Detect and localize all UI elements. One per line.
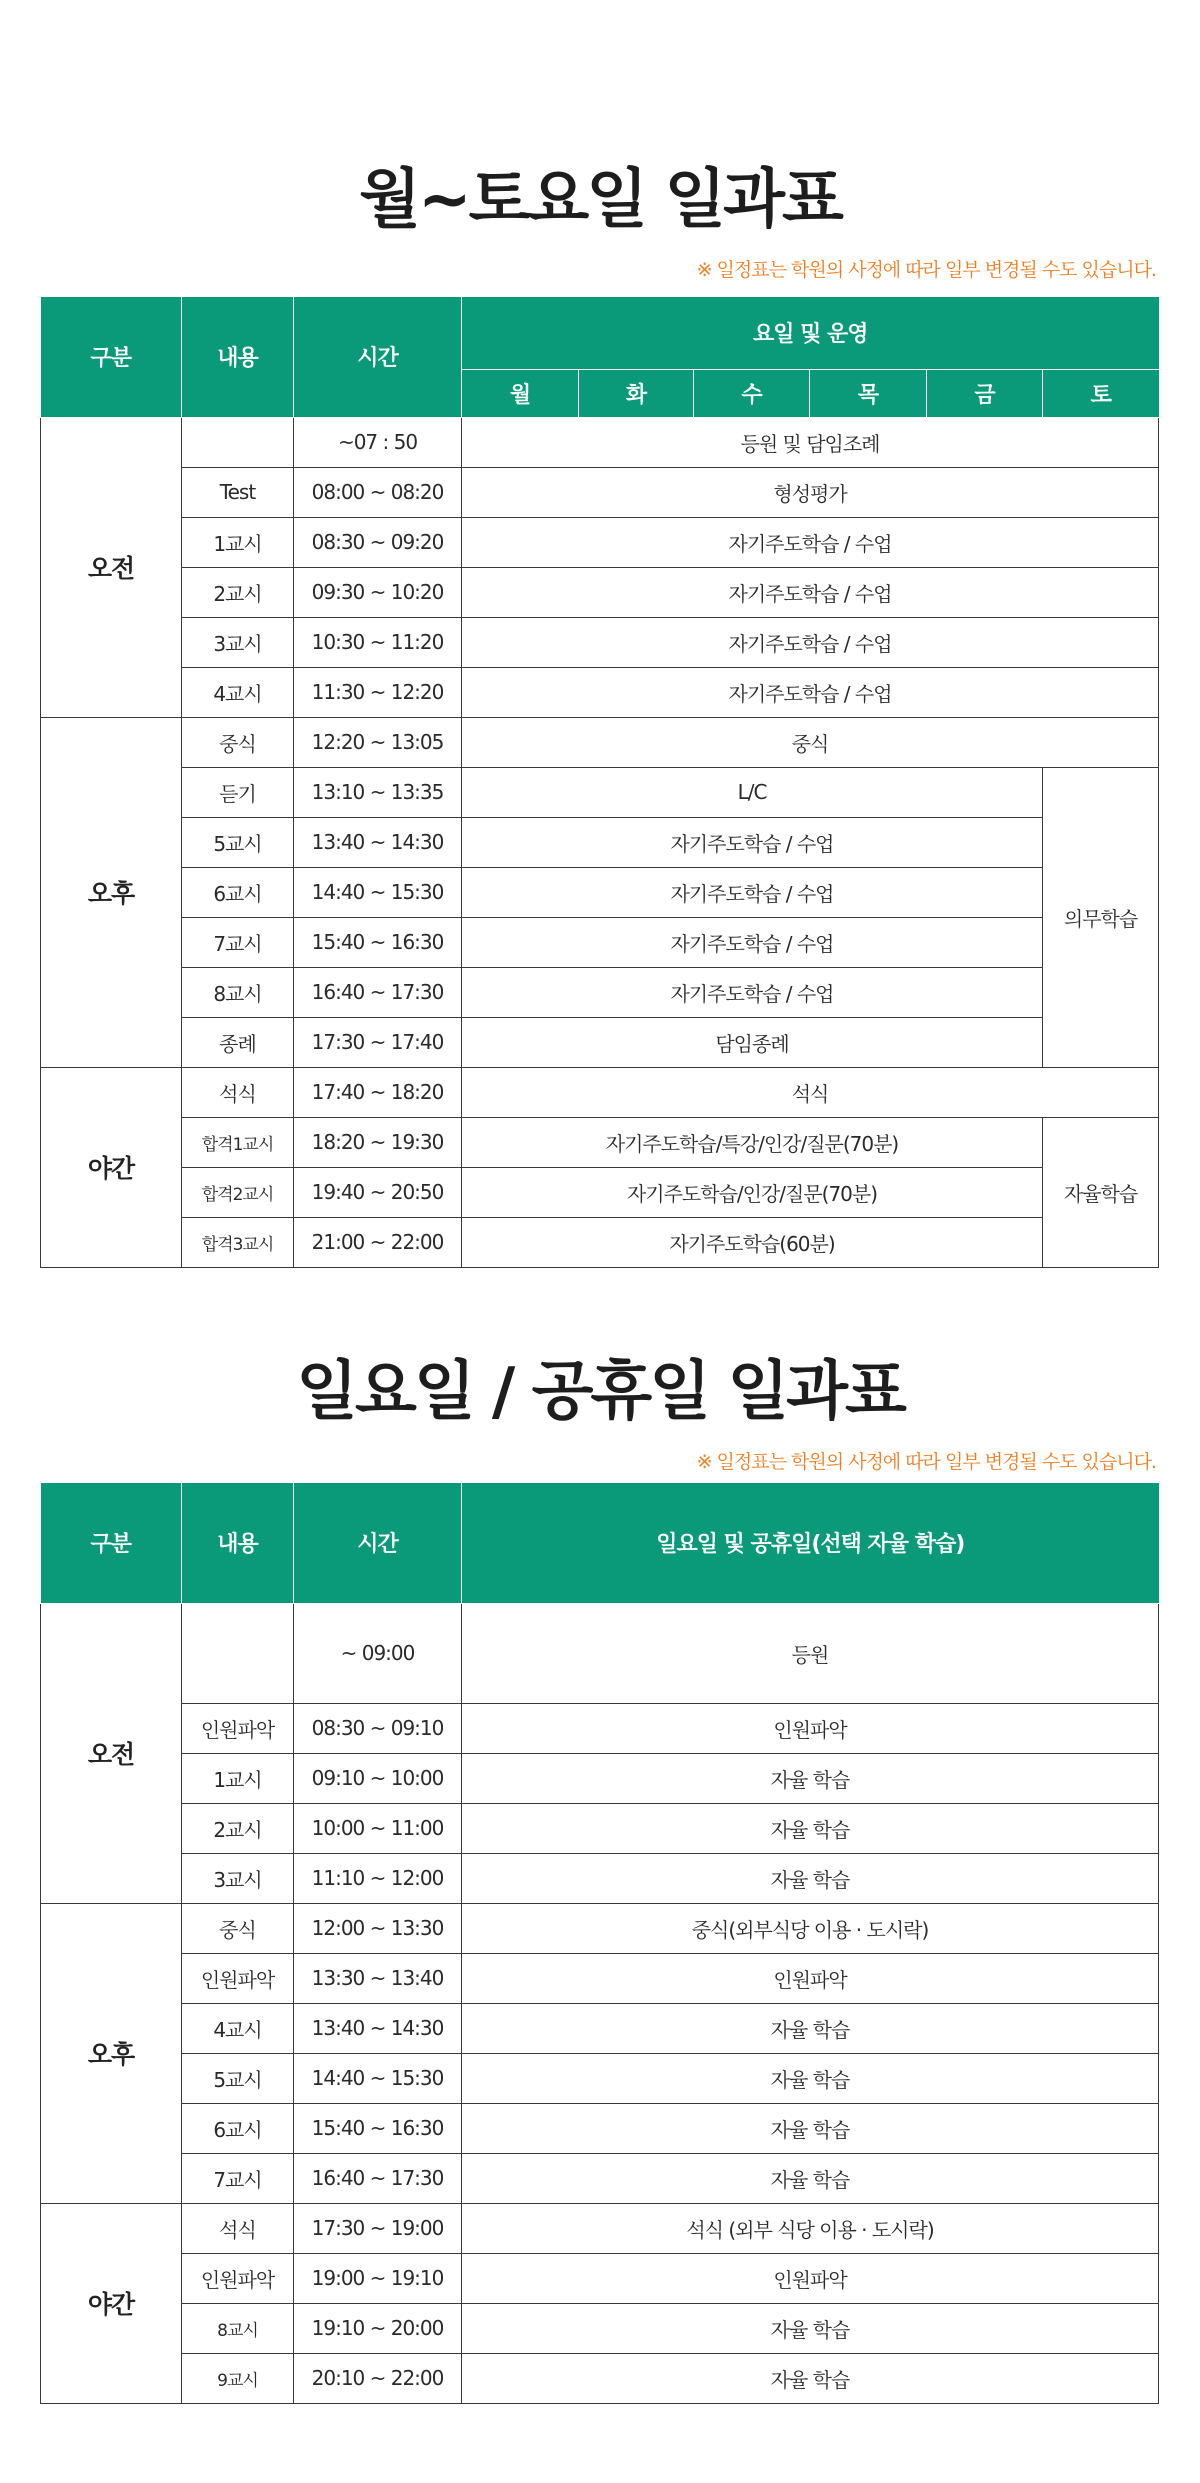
table-row	[41, 817, 1159, 867]
row-time: 15:40 ~ 16:30	[294, 2103, 462, 2153]
group-morning: 오전	[41, 1603, 182, 1903]
header-time: 시간	[294, 297, 462, 417]
header-days-group: 요일 및 운영	[462, 297, 1159, 369]
table-row	[41, 517, 1159, 567]
row-time: 08:00 ~ 08:20	[294, 467, 462, 517]
row-activity: 자기주도학습 / 수업	[462, 867, 1043, 917]
table-row	[41, 867, 1159, 917]
table-row	[41, 667, 1159, 717]
row-time: 12:00 ~ 13:30	[294, 1903, 462, 1953]
header-day-wed: 수	[694, 369, 810, 417]
row-time: 16:40 ~ 17:30	[294, 967, 462, 1017]
row-activity: 자율 학습	[462, 2153, 1159, 2203]
row-content: 8교시	[182, 967, 294, 1017]
row-time: 10:00 ~ 11:00	[294, 1803, 462, 1853]
header-day-fri: 금	[927, 369, 1043, 417]
row-content: 합격3교시	[182, 1217, 294, 1267]
table-row	[41, 2003, 1159, 2053]
table-row	[41, 1703, 1159, 1753]
row-activity: L/C	[462, 767, 1043, 817]
row-time: 21:00 ~ 22:00	[294, 1217, 462, 1267]
row-time: ~07 : 50	[294, 417, 462, 467]
row-time: 14:40 ~ 15:30	[294, 2053, 462, 2103]
row-time: 12:20 ~ 13:05	[294, 717, 462, 767]
group-afternoon: 오후	[41, 717, 182, 1067]
row-activity: 자기주도학습 / 수업	[462, 667, 1159, 717]
header-category: 구분	[41, 1483, 182, 1603]
row-content: 7교시	[182, 2153, 294, 2203]
row-time: 14:40 ~ 15:30	[294, 867, 462, 917]
row-content: 9교시	[182, 2353, 294, 2403]
row-time: 13:30 ~ 13:40	[294, 1953, 462, 2003]
table-row	[41, 2253, 1159, 2303]
row-activity: 자율 학습	[462, 1853, 1159, 1903]
row-time: 20:10 ~ 22:00	[294, 2353, 462, 2403]
row-time: 15:40 ~ 16:30	[294, 917, 462, 967]
header-time: 시간	[294, 1483, 462, 1603]
row-activity: 인원파악	[462, 1703, 1159, 1753]
header-day-mon: 월	[462, 369, 579, 417]
row-time: 11:30 ~ 12:20	[294, 667, 462, 717]
header-day-sat: 토	[1043, 369, 1159, 417]
row-activity: 자율 학습	[462, 2053, 1159, 2103]
table-row	[41, 1117, 1159, 1167]
weekday-schedule-table	[40, 297, 1159, 1268]
row-activity: 등원 및 담임조례	[462, 417, 1159, 467]
table-row	[41, 2353, 1159, 2403]
sunday-schedule-table	[40, 1483, 1159, 2404]
row-activity: 자기주도학습 / 수업	[462, 617, 1159, 667]
row-activity: 중식	[462, 717, 1159, 767]
row-content: 석식	[182, 2203, 294, 2253]
row-activity: 인원파악	[462, 2253, 1159, 2303]
saturday-note-mandatory: 의무학습	[1043, 767, 1159, 1067]
row-activity: 자율 학습	[462, 1803, 1159, 1853]
row-time: 19:00 ~ 19:10	[294, 2253, 462, 2303]
table-row	[41, 2153, 1159, 2203]
row-content: 4교시	[182, 667, 294, 717]
row-activity: 자율 학습	[462, 2003, 1159, 2053]
row-content: 3교시	[182, 617, 294, 667]
weekday-note: ※ 일정표는 학원의 사정에 따라 일부 변경될 수도 있습니다.	[696, 259, 1156, 281]
group-evening: 야간	[41, 1067, 182, 1267]
row-content: 인원파악	[182, 2253, 294, 2303]
group-evening: 야간	[41, 2203, 182, 2403]
row-content: 중식	[182, 717, 294, 767]
sunday-note: ※ 일정표는 학원의 사정에 따라 일부 변경될 수도 있습니다.	[696, 1451, 1156, 1473]
row-time: 16:40 ~ 17:30	[294, 2153, 462, 2203]
row-activity: 자율 학습	[462, 1753, 1159, 1803]
table-row	[41, 1953, 1159, 2003]
row-time: 09:10 ~ 10:00	[294, 1753, 462, 1803]
row-time: 13:40 ~ 14:30	[294, 2003, 462, 2053]
row-content: 인원파악	[182, 1703, 294, 1753]
weekday-title: 월~토요일 일과표	[359, 163, 841, 237]
row-activity: 자기주도학습(60분)	[462, 1217, 1043, 1267]
header-category: 구분	[41, 297, 182, 417]
table-row	[41, 2103, 1159, 2153]
row-content: 2교시	[182, 567, 294, 617]
table-row	[41, 1167, 1159, 1217]
row-content: 종례	[182, 1017, 294, 1067]
row-activity: 형성평가	[462, 467, 1159, 517]
row-content: 7교시	[182, 917, 294, 967]
row-activity: 중식(외부식당 이용 · 도시락)	[462, 1903, 1159, 1953]
row-activity: 자기주도학습 / 수업	[462, 817, 1043, 867]
row-content: 5교시	[182, 817, 294, 867]
row-content: 중식	[182, 1903, 294, 1953]
header-content: 내용	[182, 1483, 294, 1603]
row-time: 18:20 ~ 19:30	[294, 1117, 462, 1167]
row-time: 11:10 ~ 12:00	[294, 1853, 462, 1903]
row-time: 08:30 ~ 09:20	[294, 517, 462, 567]
table-row	[41, 417, 1159, 467]
table-row	[41, 2303, 1159, 2353]
table-row	[41, 2203, 1159, 2253]
row-time: 19:10 ~ 20:00	[294, 2303, 462, 2353]
header-content: 내용	[182, 297, 294, 417]
row-activity: 자기주도학습/특강/인강/질문(70분)	[462, 1117, 1043, 1167]
row-content: 석식	[182, 1067, 294, 1117]
table-row	[41, 1803, 1159, 1853]
saturday-note-self-study: 자율학습	[1043, 1117, 1159, 1267]
row-content: 8교시	[182, 2303, 294, 2353]
table-row	[41, 1753, 1159, 1803]
row-time: 13:40 ~ 14:30	[294, 817, 462, 867]
row-time: 13:10 ~ 13:35	[294, 767, 462, 817]
table-row	[41, 1903, 1159, 1953]
row-content: 4교시	[182, 2003, 294, 2053]
row-activity: 자율 학습	[462, 2353, 1159, 2403]
row-content: 2교시	[182, 1803, 294, 1853]
row-content: 합격2교시	[182, 1167, 294, 1217]
table-row	[41, 1067, 1159, 1117]
table-row	[41, 967, 1159, 1017]
row-time: ~ 09:00	[294, 1603, 462, 1703]
row-time: 17:30 ~ 19:00	[294, 2203, 462, 2253]
row-content: 6교시	[182, 2103, 294, 2153]
row-activity: 자기주도학습 / 수업	[462, 517, 1159, 567]
row-time: 17:40 ~ 18:20	[294, 1067, 462, 1117]
row-content: 인원파악	[182, 1953, 294, 2003]
row-time: 19:40 ~ 20:50	[294, 1167, 462, 1217]
row-activity: 자율 학습	[462, 2103, 1159, 2153]
row-content: 1교시	[182, 1753, 294, 1803]
table-row	[41, 467, 1159, 517]
row-activity: 자기주도학습 / 수업	[462, 917, 1043, 967]
table-row	[41, 717, 1159, 767]
row-time: 09:30 ~ 10:20	[294, 567, 462, 617]
row-activity: 자기주도학습 / 수업	[462, 567, 1159, 617]
row-activity: 자기주도학습 / 수업	[462, 967, 1043, 1017]
row-activity: 자율 학습	[462, 2303, 1159, 2353]
table-row	[41, 2053, 1159, 2103]
row-content: 1교시	[182, 517, 294, 567]
row-activity: 담임종례	[462, 1017, 1043, 1067]
header-day-thu: 목	[810, 369, 927, 417]
sunday-title: 일요일 / 공휴일 일과표	[296, 1355, 904, 1429]
table-row	[41, 767, 1159, 817]
table-row	[41, 567, 1159, 617]
table-row	[41, 1603, 1159, 1703]
group-afternoon: 오후	[41, 1903, 182, 2203]
row-content: 듣기	[182, 767, 294, 817]
group-morning: 오전	[41, 417, 182, 717]
row-activity: 인원파악	[462, 1953, 1159, 2003]
header-activity: 일요일 및 공휴일(선택 자율 학습)	[462, 1483, 1159, 1603]
row-content	[182, 1603, 294, 1703]
row-time: 17:30 ~ 17:40	[294, 1017, 462, 1067]
row-time: 08:30 ~ 09:10	[294, 1703, 462, 1753]
row-activity: 자기주도학습/인강/질문(70분)	[462, 1167, 1043, 1217]
table-row	[41, 1853, 1159, 1903]
row-activity: 석식	[462, 1067, 1159, 1117]
row-content: 5교시	[182, 2053, 294, 2103]
table-row	[41, 617, 1159, 667]
table-row	[41, 917, 1159, 967]
table-row	[41, 1217, 1159, 1267]
row-activity: 등원	[462, 1603, 1159, 1703]
row-content	[182, 417, 294, 467]
row-content: 3교시	[182, 1853, 294, 1903]
row-content: 합격1교시	[182, 1117, 294, 1167]
row-content: Test	[182, 467, 294, 517]
row-content: 6교시	[182, 867, 294, 917]
header-day-tue: 화	[579, 369, 694, 417]
row-time: 10:30 ~ 11:20	[294, 617, 462, 667]
table-row	[41, 1017, 1159, 1067]
row-activity: 석식 (외부 식당 이용 · 도시락)	[462, 2203, 1159, 2253]
